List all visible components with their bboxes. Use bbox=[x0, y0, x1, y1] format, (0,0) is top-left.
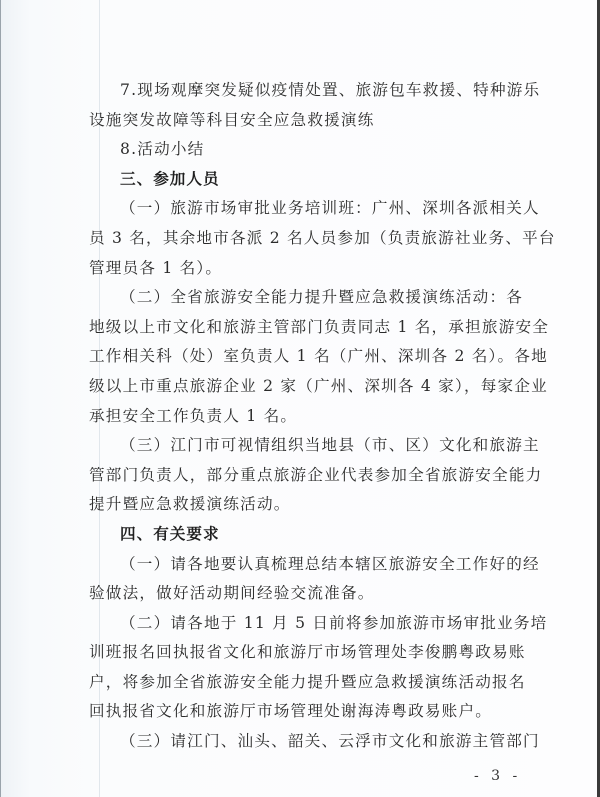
requirements-2-line-2: 训班报名回执报省文化和旅游厅市场管理处李俊鹏粤政易账 bbox=[89, 643, 526, 662]
section-heading-participants: 三、参加人员 bbox=[120, 169, 220, 188]
section-heading-requirements: 四、有关要求 bbox=[120, 524, 220, 543]
requirements-3-line-1: （三）请江门、汕头、韶关、云浮市文化和旅游主管部门 bbox=[120, 732, 540, 751]
participants-1-line-2: 员 3 名，其余地市各派 2 名人员参加（负责旅游社业务、平台 bbox=[89, 228, 556, 247]
participants-1-line-1: （一）旅游市场审批业务培训班：广州、深圳各派相关人 bbox=[120, 199, 540, 218]
participants-3-line-2: 管部门负责人，部分重点旅游企业代表参加全省旅游安全能力 bbox=[89, 465, 543, 484]
requirements-1-line-1: （一）请各地要认真梳理总结本辖区旅游安全工作好的经 bbox=[120, 554, 540, 573]
document-body bbox=[89, 76, 556, 757]
item-7-line-1: 7.现场观摩突发疑似疫情处置、旅游包车救援、特种游乐 bbox=[120, 81, 541, 99]
participants-3-line-3: 提升暨应急救援演练活动。 bbox=[89, 495, 291, 514]
participants-3-line-1: （三）江门市可视情组织当地县（市、区）文化和旅游主 bbox=[120, 436, 540, 455]
participants-2-line-5: 承担安全工作负责人 1 名。 bbox=[89, 406, 298, 425]
participants-2-line-3: 工作相关科（处）室负责人 1 名（广州、深圳各 2 名）。各地 bbox=[89, 347, 548, 366]
item-8: 8.活动小结 bbox=[120, 140, 205, 159]
item-7-line-2: 设施突发故障等科目安全应急救援演练 bbox=[89, 110, 375, 129]
requirements-1-line-2: 验做法，做好活动期间经验交流准备。 bbox=[89, 584, 375, 603]
page-number: - 3 - bbox=[474, 768, 522, 784]
requirements-2-line-1: （二）请各地于 11 月 5 日前将参加旅游市场审批业务培 bbox=[120, 613, 548, 632]
participants-2-line-2: 地级以上市文化和旅游主管部门负责同志 1 名，承担旅游安全 bbox=[89, 317, 550, 336]
requirements-2-line-3: 户，将参加全省旅游安全能力提升暨应急救援演练活动报名 bbox=[89, 672, 526, 691]
participants-2-line-1: （二）全省旅游安全能力提升暨应急救援演练活动：各 bbox=[120, 288, 524, 307]
participants-1-line-3: 管理员各 1 名）。 bbox=[89, 258, 223, 277]
requirements-2-line-4: 回执报省文化和旅游厅市场管理处谢海涛粤政易账户。 bbox=[89, 702, 493, 721]
participants-2-line-4: 级以上市重点旅游企业 2 家（广州、深圳各 4 家），每家企业 bbox=[89, 376, 548, 395]
